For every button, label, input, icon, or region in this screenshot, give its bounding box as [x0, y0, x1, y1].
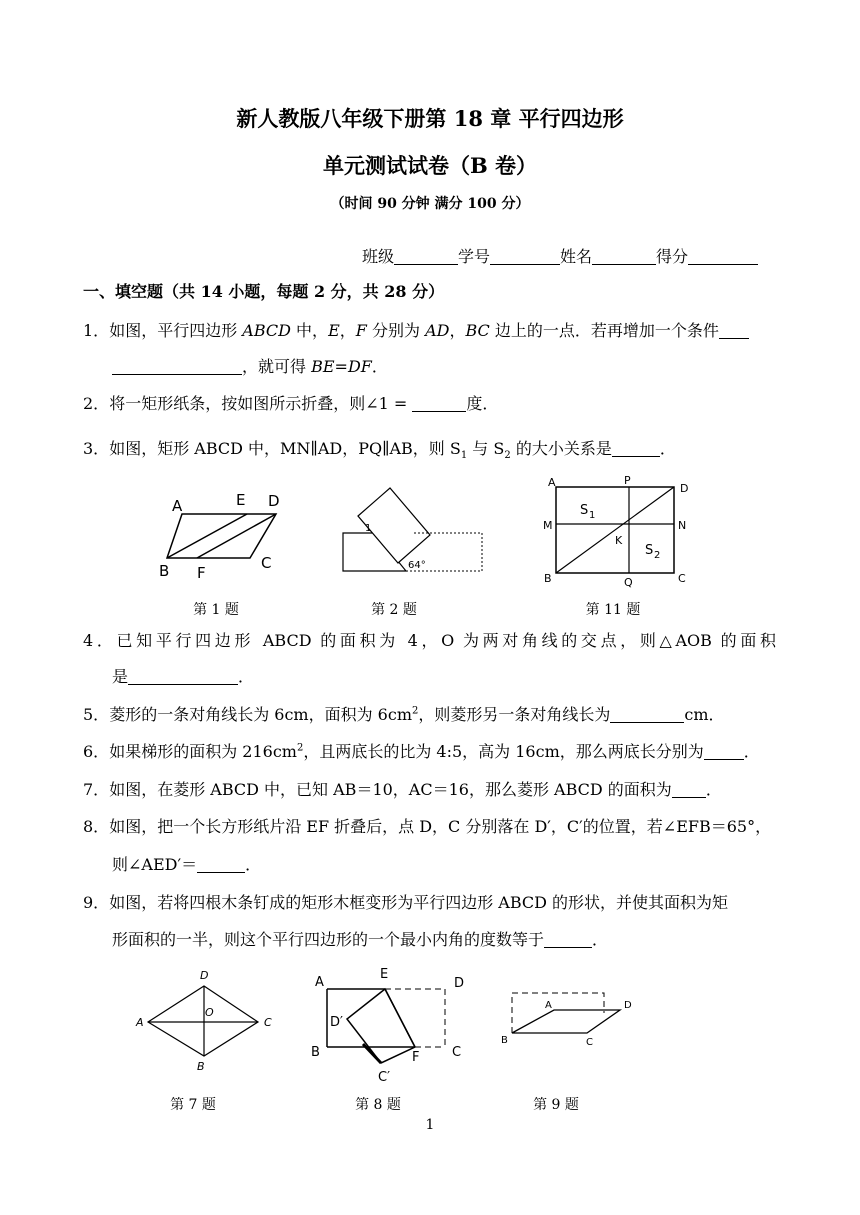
student-id-label: 学号: [458, 247, 491, 266]
question-text: ，: [449, 321, 466, 340]
figure-label: D: [200, 969, 209, 982]
question-text: ，: [339, 321, 356, 340]
question-text: 菱形的一条对角线长为 6cm，面积为 6cm: [109, 705, 412, 724]
figure-label: A: [172, 497, 183, 515]
question-2: [83, 391, 498, 414]
answer-blank[interactable]: [704, 743, 744, 760]
figure-label: 2: [654, 550, 661, 561]
question-7: [83, 777, 722, 800]
question-text: ．: [705, 780, 722, 799]
question-8-cont: [112, 852, 261, 875]
superscript: 2: [412, 705, 419, 717]
figure-label: C: [261, 554, 272, 572]
figure-label: C′: [378, 1070, 391, 1085]
question-text: ．: [371, 357, 388, 376]
exam-duration: （时间 90 分钟 满分 100 分）: [330, 196, 530, 212]
figure-9-caption: 第 9 题: [533, 1097, 579, 1113]
figure-label: F: [197, 564, 206, 582]
figure-label: N: [678, 519, 687, 532]
question-8: [83, 814, 771, 837]
question-9-cont: [112, 927, 608, 950]
figure-label: C: [264, 1016, 272, 1029]
question-number: 8．: [83, 817, 110, 836]
figure-8-caption: 第 8 题: [355, 1097, 401, 1113]
figure-2-caption: 第 2 题: [371, 602, 417, 618]
question-number: 5．: [83, 705, 110, 724]
question-text: ．: [245, 855, 262, 874]
figure-label: C: [678, 572, 686, 585]
class-field[interactable]: [394, 248, 458, 265]
figure-label: D′: [330, 1015, 343, 1030]
score-field[interactable]: [688, 248, 758, 265]
superscript: 2: [296, 742, 304, 754]
question-text: 中，: [290, 321, 329, 340]
question-text: ABCD: [242, 321, 291, 340]
figure-11-caption: 第 11 题: [585, 602, 641, 618]
figure-7-rhombus: [126, 964, 286, 1076]
figure-label: M: [543, 519, 553, 532]
question-text: BC: [465, 321, 490, 340]
figure-label: E: [380, 967, 389, 982]
question-text: 如果梯形的面积为 216cm: [109, 742, 297, 761]
question-text: ．: [592, 930, 609, 949]
figure-1-caption: 第 1 题: [193, 602, 239, 618]
figure-label: D: [680, 482, 689, 495]
figure-label: D: [624, 1000, 632, 1011]
question-3: [83, 436, 676, 461]
question-number: 6．: [83, 742, 110, 761]
student-info-row: [362, 244, 758, 267]
question-1-cont: [112, 354, 388, 377]
answer-blank[interactable]: [197, 856, 245, 873]
figure-label: B: [501, 1035, 508, 1046]
answer-blank[interactable]: [412, 395, 466, 412]
question-number: 2．: [83, 394, 110, 413]
question-text: 是: [112, 667, 129, 686]
figure-11-rectangle: [538, 472, 698, 590]
question-text: F: [355, 321, 367, 340]
figure-label: P: [624, 474, 631, 487]
question-text: 如图，若将四根木条钉成的矩形木框变形为平行四边形 ABCD 的形状，并使其面积为矩: [109, 893, 729, 912]
question-text: 如图，矩形 ABCD 中，MN∥AD，PQ∥AB，则 S: [109, 439, 461, 458]
figure-label: B: [544, 572, 552, 585]
question-text: E: [328, 321, 340, 340]
question-number: 3．: [83, 439, 110, 458]
question-4-cont: [112, 664, 254, 687]
question-1: [83, 318, 749, 341]
figure-label: A: [315, 975, 324, 990]
figure-7-caption: 第 7 题: [170, 1097, 216, 1113]
question-number: 4．: [83, 631, 117, 650]
figure-label: Q: [624, 576, 633, 589]
section-heading: 一、填空题（共 14 小题，每题 2 分，共 28 分）: [83, 282, 445, 301]
figure-1-parallelogram: [150, 488, 290, 588]
answer-blank[interactable]: [128, 668, 238, 685]
question-text: 将一矩形纸条，按如图所示折叠，则∠1 =: [109, 394, 413, 413]
answer-blank[interactable]: [612, 440, 660, 457]
question-6: [83, 739, 760, 762]
score-label: 得分: [656, 247, 689, 266]
question-text: 与 S: [467, 439, 505, 458]
name-label: 姓名: [560, 247, 593, 266]
figure-label: F: [412, 1050, 420, 1065]
question-text: 形面积的一半，则这个平行四边形的一个最小内角的度数等于: [112, 930, 545, 949]
question-4: [83, 628, 776, 651]
question-9: [83, 890, 728, 913]
question-text: AD: [425, 321, 450, 340]
question-text: 的大小关系是: [510, 439, 612, 458]
question-text: BE=DF: [311, 357, 372, 376]
question-text: 分别为: [366, 321, 426, 340]
figure-label: B: [311, 1045, 320, 1060]
name-field[interactable]: [592, 248, 656, 265]
subscript: 1: [460, 450, 468, 462]
figure-label: A: [136, 1016, 144, 1029]
student-id-field[interactable]: [490, 248, 560, 265]
figure-label: 1: [589, 510, 596, 521]
question-text: 边上的一点．若再增加一个条件: [489, 321, 719, 340]
question-text: ．: [659, 439, 676, 458]
question-text: 如图，把一个长方形纸片沿 EF 折叠后，点 D，C 分别落在 D′，C′的位置，若∠EFB＝65°，: [109, 817, 772, 836]
class-label: 班级: [362, 247, 395, 266]
figure-9-parallelogram: [496, 986, 642, 1054]
page-number: 1: [425, 1117, 435, 1133]
figure-label: E: [236, 491, 246, 509]
question-text: 度．: [466, 394, 499, 413]
figure-2-folded-strip: [338, 486, 488, 578]
answer-blank[interactable]: [112, 358, 242, 375]
question-text: 则∠AED′＝: [112, 855, 198, 874]
question-text: ，则菱形另一条对角线长为: [418, 705, 611, 724]
question-text: 如图，平行四边形: [109, 321, 243, 340]
answer-blank[interactable]: [719, 322, 749, 339]
figure-label: O: [205, 1006, 214, 1019]
question-number: 1．: [83, 321, 110, 340]
answer-blank[interactable]: [672, 781, 706, 798]
question-text: ，就可得: [242, 357, 312, 376]
page-title: 新人教版八年级下册第 18 章 平行四边形: [236, 106, 624, 131]
figure-label: A: [545, 1000, 552, 1011]
question-number: 9．: [83, 893, 110, 912]
figure-label: D: [268, 492, 280, 510]
figure-label: S: [580, 503, 589, 518]
question-text: ．: [238, 667, 255, 686]
question-text: ．: [743, 742, 760, 761]
question-text: 已知平行四边形 ABCD 的面积为 4，O 为两对角线的交点，则△AOB 的面积: [116, 631, 776, 650]
figure-label: 64°: [408, 560, 426, 571]
figure-label: C: [452, 1045, 462, 1060]
question-text: cm．: [684, 705, 725, 724]
question-number: 7．: [83, 780, 110, 799]
answer-blank[interactable]: [610, 706, 684, 723]
figure-label: K: [615, 534, 623, 547]
figure-label: B: [159, 562, 170, 580]
question-text: 如图，在菱形 ABCD 中，已知 AB＝10，AC＝16，那么菱形 ABCD 的面积为: [109, 780, 672, 799]
figure-label: A: [548, 476, 556, 489]
figure-label: C: [586, 1037, 593, 1048]
page-title-2: 单元测试试卷（B 卷）: [322, 153, 538, 178]
figure-8-folded-rectangle: [305, 962, 473, 1088]
question-text: ，且两底长的比为 4:5，高为 16cm，那么两底长分别为: [303, 742, 704, 761]
subscript: 2: [504, 450, 511, 462]
figure-label: 1: [365, 523, 372, 534]
figure-label: D: [454, 976, 465, 991]
figure-label: S: [645, 543, 654, 558]
answer-blank[interactable]: [544, 931, 592, 948]
question-5: [83, 702, 725, 725]
figure-label: B: [197, 1060, 205, 1073]
